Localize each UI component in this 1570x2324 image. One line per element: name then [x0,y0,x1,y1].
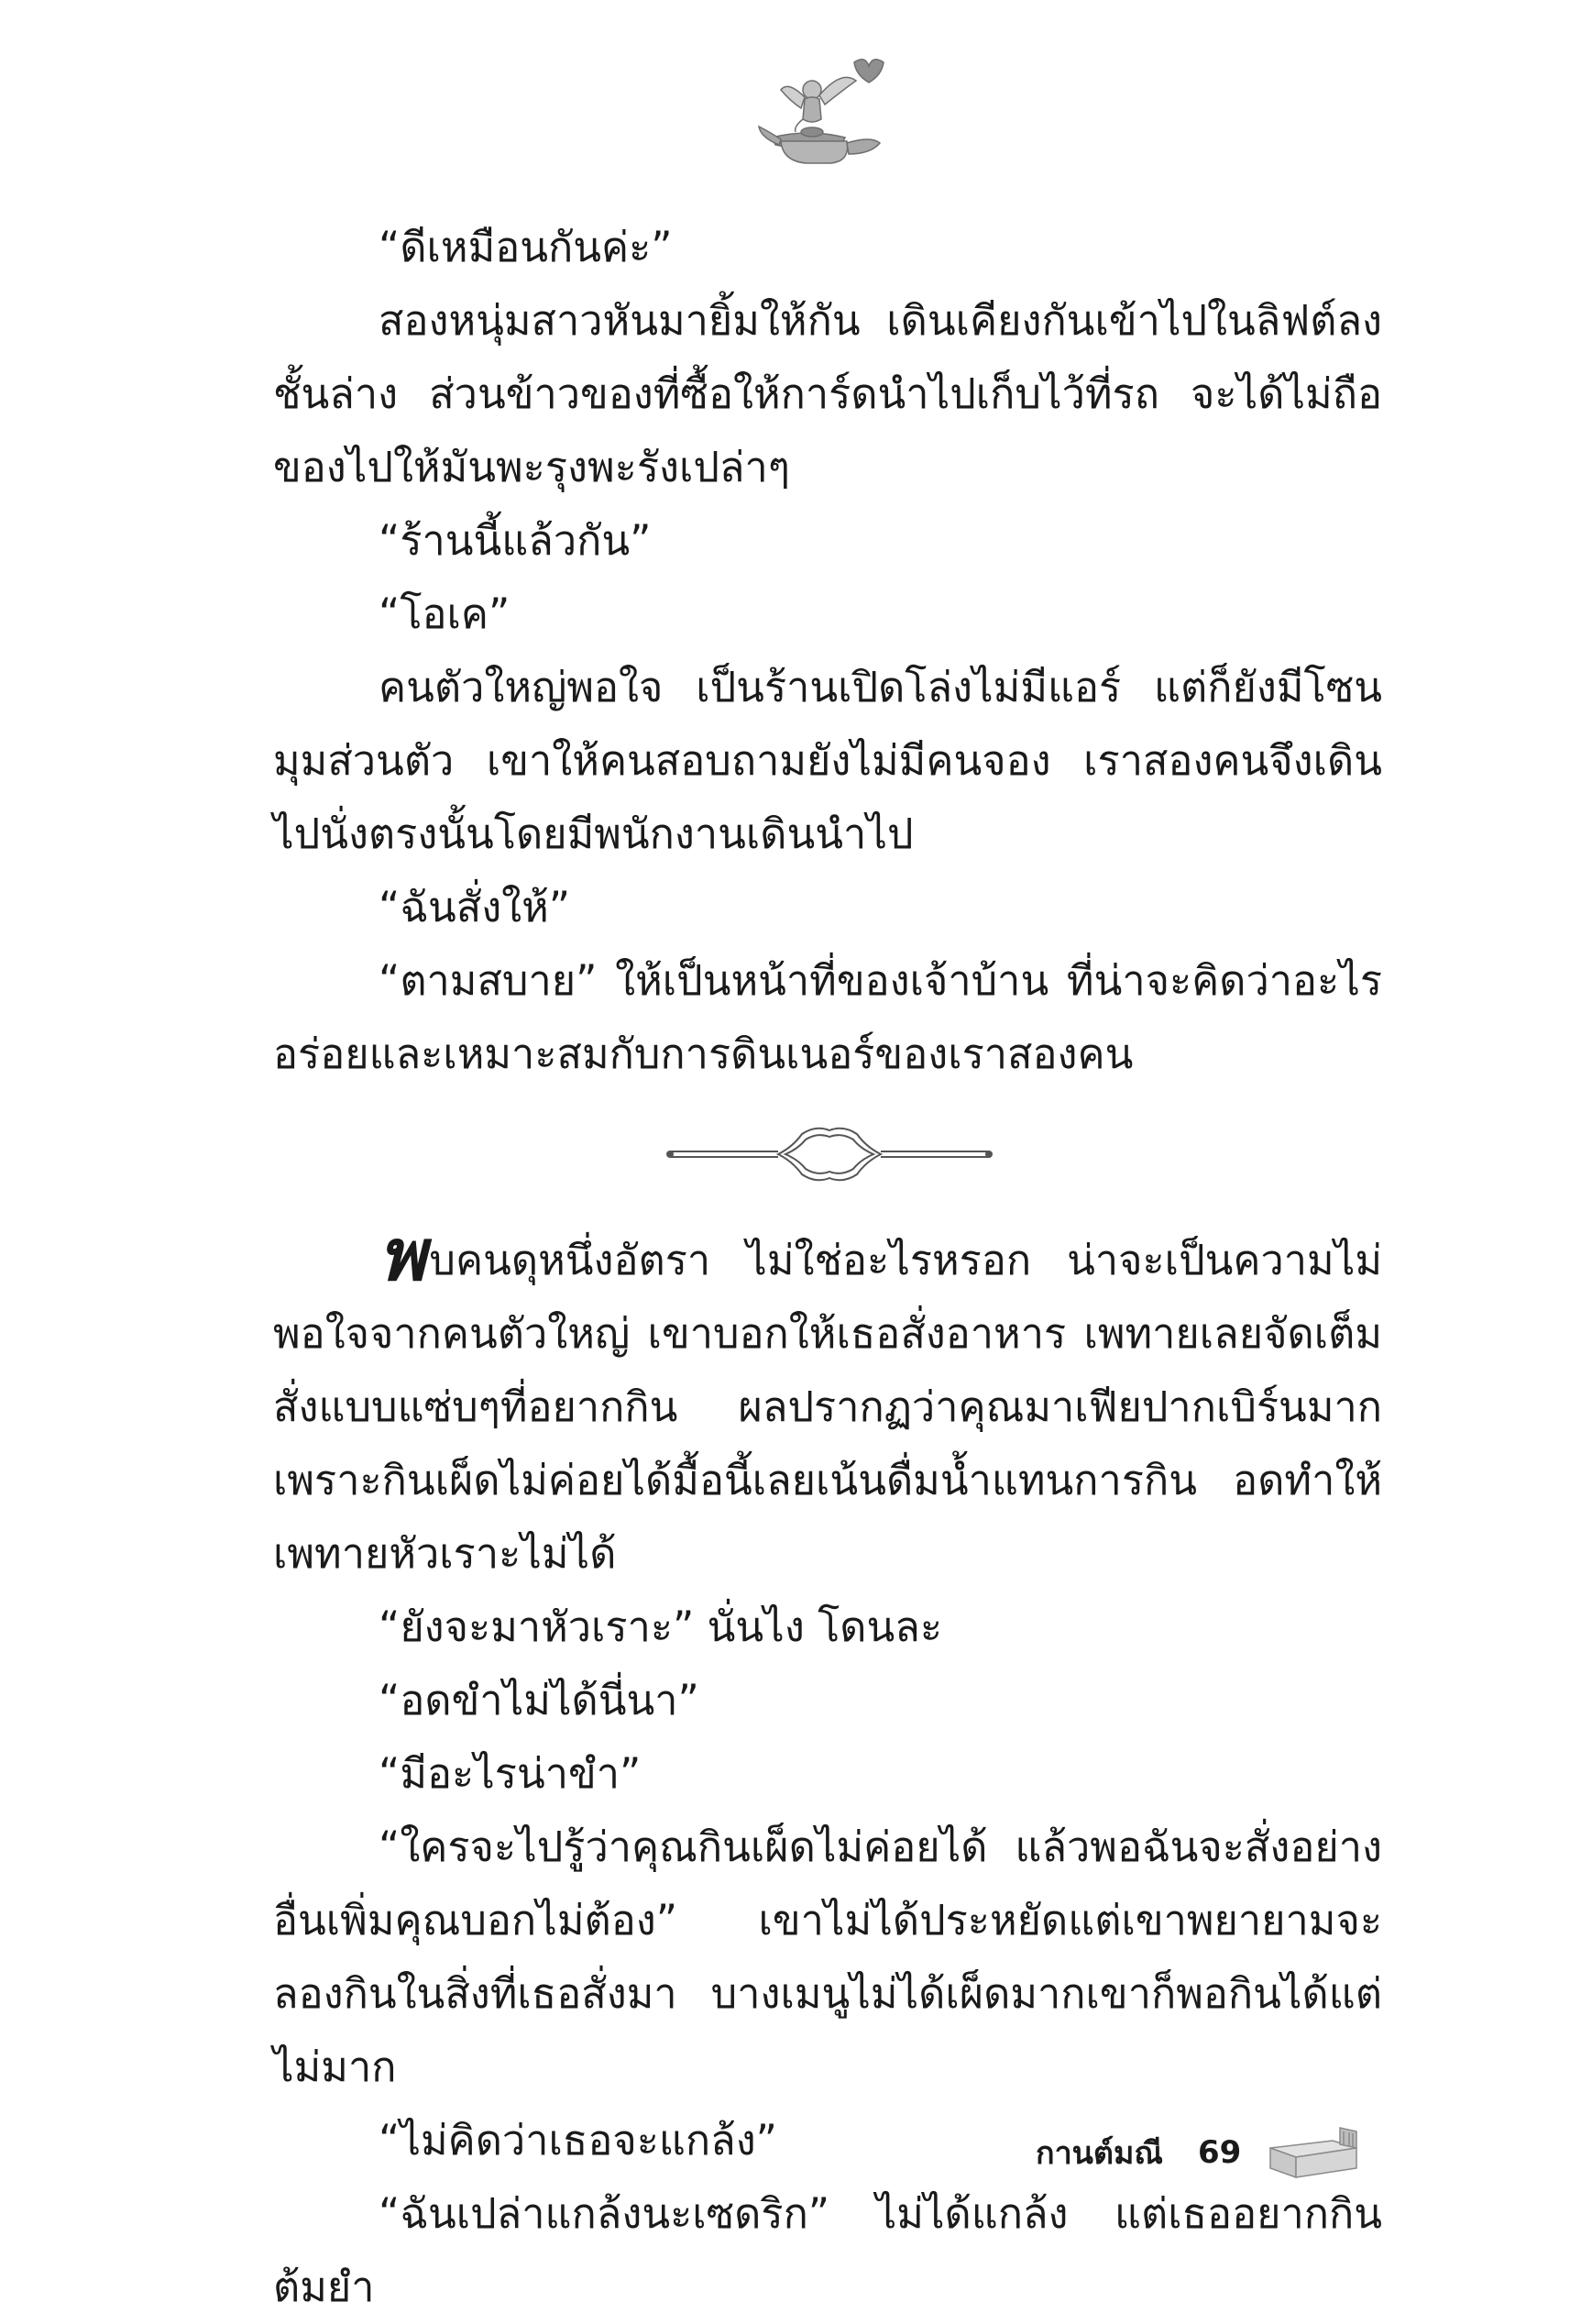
paragraph: “ใครจะไปรู้ว่าคุณกินเผ็ดไม่ค่อยได้ แล้วพอฉันจะสั่งอย่างอื่นเพิ่มคุณบอกไม่ต้อง” เขาไม่ได้ประหยัดแต่เขาพยายามจะลองกินในสิ่งที่เธอสั่งมา บางเมนูไม่ได้เผ็ดมากเขาก็พอกินได้แต่ไม่มาก [273,1823,1382,2091]
paragraph: “ฉันเปล่าแกล้งนะเซดริก” ไม่ได้แกล้ง แต่เธออยากกินต้มยำ [273,2189,1382,2311]
paragraph: “ร้านนี้แล้วกัน” [379,516,652,565]
scroll-divider-icon [664,1114,994,1196]
paragraph-text: บคนดุหนึ่งอัตรา ไม่ใช่อะไรหรอก น่าจะเป็นความไม่พอใจจากคนตัวใหญ่ เขาบอกให้เธอสั่งอาหาร เพทายเลยจัดเต็มสั่งแบบแซ่บๆที่อยากกิน ผลปรากฏว่าคุณมาเฟียปากเบิร์นมาก เพราะกินเผ็ดไม่ค่อยได้มื้อนี้เลยเน้นดื่มน้ำแทนการกิน อดทำให้เพทายหัวเราะไม่ได้ [273,1236,1382,1578]
drop-cap: พ [379,1214,426,1297]
section-1 [273,211,1382,1091]
paragraph [273,1214,1382,1591]
cupid-teapot-ornament-icon [753,53,900,172]
paragraph: “ดีเหมือนกันค่ะ” [379,223,673,271]
paragraph: คนตัวใหญ่พอใจ เป็นร้านเปิดโล่งไม่มีแอร์ แต่ก็ยังมีโซนมุมส่วนตัว เขาให้คนสอบถามยังไม่มีคนจอง เราสองคนจึงเดินไปนั่งตรงนั้นโดยมีพนักงานเดินนำไป [273,663,1382,858]
page-number: 69 [1197,2134,1242,2171]
page-footer [1036,2125,1364,2180]
paragraph: “ไม่คิดว่าเธอจะแกล้ง” [379,2116,777,2164]
paragraph: “ตามสบาย” ให้เป็นหน้าที่ของเจ้าบ้าน ที่น่าจะคิดว่าอะไรอร่อยและเหมาะสมกับการดินเนอร์ของเราสองคน [273,956,1382,1078]
book-title: กานต์มณี [1036,2135,1163,2172]
bed-icon [1261,2120,1364,2185]
paragraph: “มีอะไรน่าขำ” [379,1749,642,1798]
paragraph: “อดขำไม่ได้นี่นา” [379,1676,699,1724]
paragraph: “ยังจะมาหัวเราะ” นั่นไง โดนละ [379,1603,942,1651]
paragraph: สองหนุ่มสาวหันมายิ้มให้กัน เดินเคียงกันเข้าไปในลิฟต์ลงชั้นล่าง ส่วนข้าวของที่ซื้อให้การ์ดนำไปเก็บไว้ที่รถ จะได้ไม่ถือของไปให้มันพะรุงพะรังเปล่าๆ [273,296,1382,491]
paragraph: “ฉันสั่งให้” [379,883,571,931]
paragraph: “โอเค” [379,589,511,638]
